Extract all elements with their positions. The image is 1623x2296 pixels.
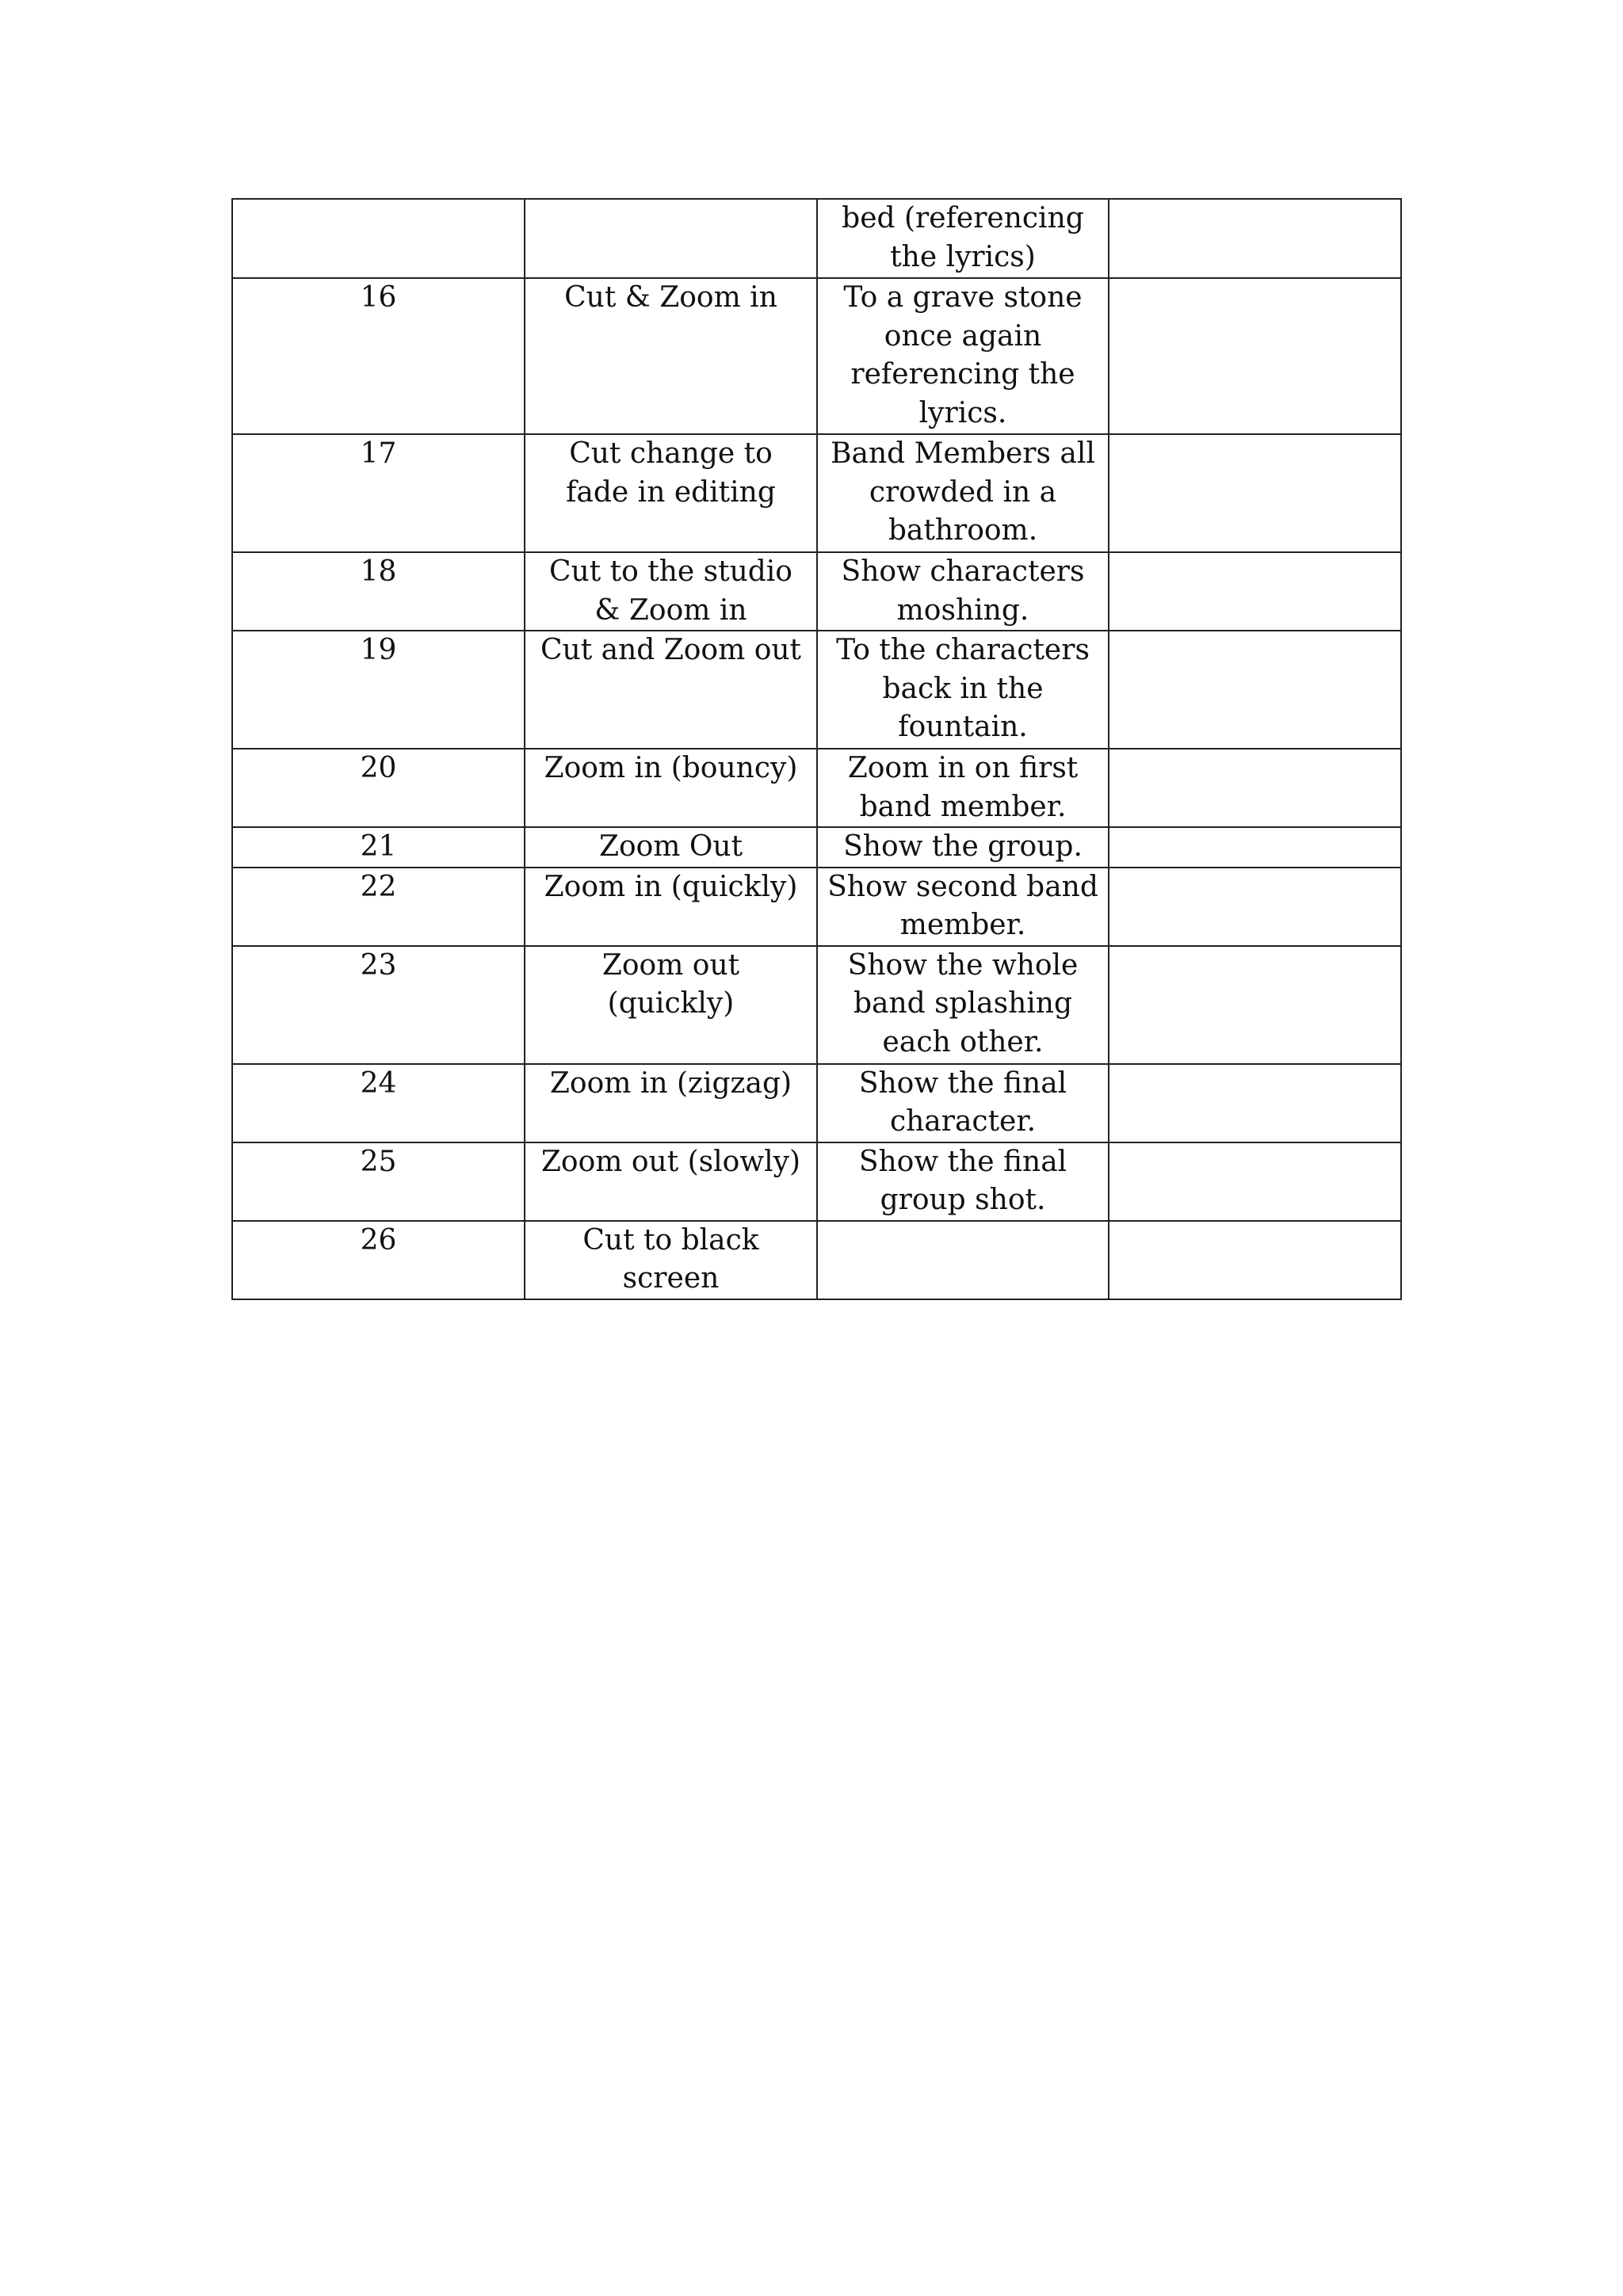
shot-notes-cell	[1109, 1221, 1401, 1299]
shot-number-cell: 26	[232, 1221, 525, 1299]
shot-number-cell: 21	[232, 827, 525, 868]
shot-type-cell	[525, 199, 817, 278]
shot-type-cell: Cut and Zoom out	[525, 631, 817, 749]
shot-notes-cell	[1109, 749, 1401, 827]
shot-number-cell: 22	[232, 868, 525, 946]
shot-number-cell	[232, 199, 525, 278]
shot-number-cell: 18	[232, 552, 525, 631]
shot-number-cell: 23	[232, 946, 525, 1064]
shot-type-cell: Zoom in (quickly)	[525, 868, 817, 946]
shot-notes-cell	[1109, 434, 1401, 552]
table-row	[232, 278, 1401, 434]
table-row	[232, 1064, 1401, 1142]
shot-notes-cell	[1109, 552, 1401, 631]
shot-number-cell: 16	[232, 278, 525, 434]
table-row	[232, 434, 1401, 552]
shot-type-cell: Zoom in (zigzag)	[525, 1064, 817, 1142]
shot-type-cell: Zoom in (bouncy)	[525, 749, 817, 827]
table-row	[232, 1221, 1401, 1299]
shot-type-cell: Zoom Out	[525, 827, 817, 868]
shot-list-table	[231, 198, 1402, 1300]
shot-description-cell: To the characters back in the fountain.	[817, 631, 1109, 749]
shot-type-cell: Zoom out (slowly)	[525, 1142, 817, 1221]
shot-description-cell: bed (referencing the lyrics)	[817, 199, 1109, 278]
table-row	[232, 749, 1401, 827]
shot-notes-cell	[1109, 827, 1401, 868]
shot-notes-cell	[1109, 631, 1401, 749]
shot-type-cell: Cut to black screen	[525, 1221, 817, 1299]
table-row	[232, 631, 1401, 749]
shot-description-cell	[817, 1221, 1109, 1299]
shot-notes-cell	[1109, 946, 1401, 1064]
table-row	[232, 199, 1401, 278]
shot-description-cell: Show second band member.	[817, 868, 1109, 946]
table-row	[232, 868, 1401, 946]
shot-number-cell: 25	[232, 1142, 525, 1221]
shot-description-cell: Zoom in on first band member.	[817, 749, 1109, 827]
shot-description-cell: To a grave stone once again referencing the lyrics.	[817, 278, 1109, 434]
shot-number-cell: 20	[232, 749, 525, 827]
shot-type-cell: Cut & Zoom in	[525, 278, 817, 434]
shot-description-cell: Show the group.	[817, 827, 1109, 868]
shot-notes-cell	[1109, 1064, 1401, 1142]
shot-description-cell: Band Members all crowded in a bathroom.	[817, 434, 1109, 552]
shot-type-cell: Cut to the studio & Zoom in	[525, 552, 817, 631]
shot-notes-cell	[1109, 278, 1401, 434]
shot-type-cell: Zoom out (quickly)	[525, 946, 817, 1064]
table-row	[232, 946, 1401, 1064]
shot-number-cell: 24	[232, 1064, 525, 1142]
shot-description-cell: Show the whole band splashing each other.	[817, 946, 1109, 1064]
shot-number-cell: 17	[232, 434, 525, 552]
shot-description-cell: Show characters moshing.	[817, 552, 1109, 631]
shot-notes-cell	[1109, 199, 1401, 278]
shot-description-cell: Show the final group shot.	[817, 1142, 1109, 1221]
shot-notes-cell	[1109, 1142, 1401, 1221]
table-row	[232, 1142, 1401, 1221]
shot-type-cell: Cut change to fade in editing	[525, 434, 817, 552]
shot-notes-cell	[1109, 868, 1401, 946]
table-row	[232, 552, 1401, 631]
shot-description-cell: Show the final character.	[817, 1064, 1109, 1142]
shot-number-cell: 19	[232, 631, 525, 749]
table-row	[232, 827, 1401, 868]
